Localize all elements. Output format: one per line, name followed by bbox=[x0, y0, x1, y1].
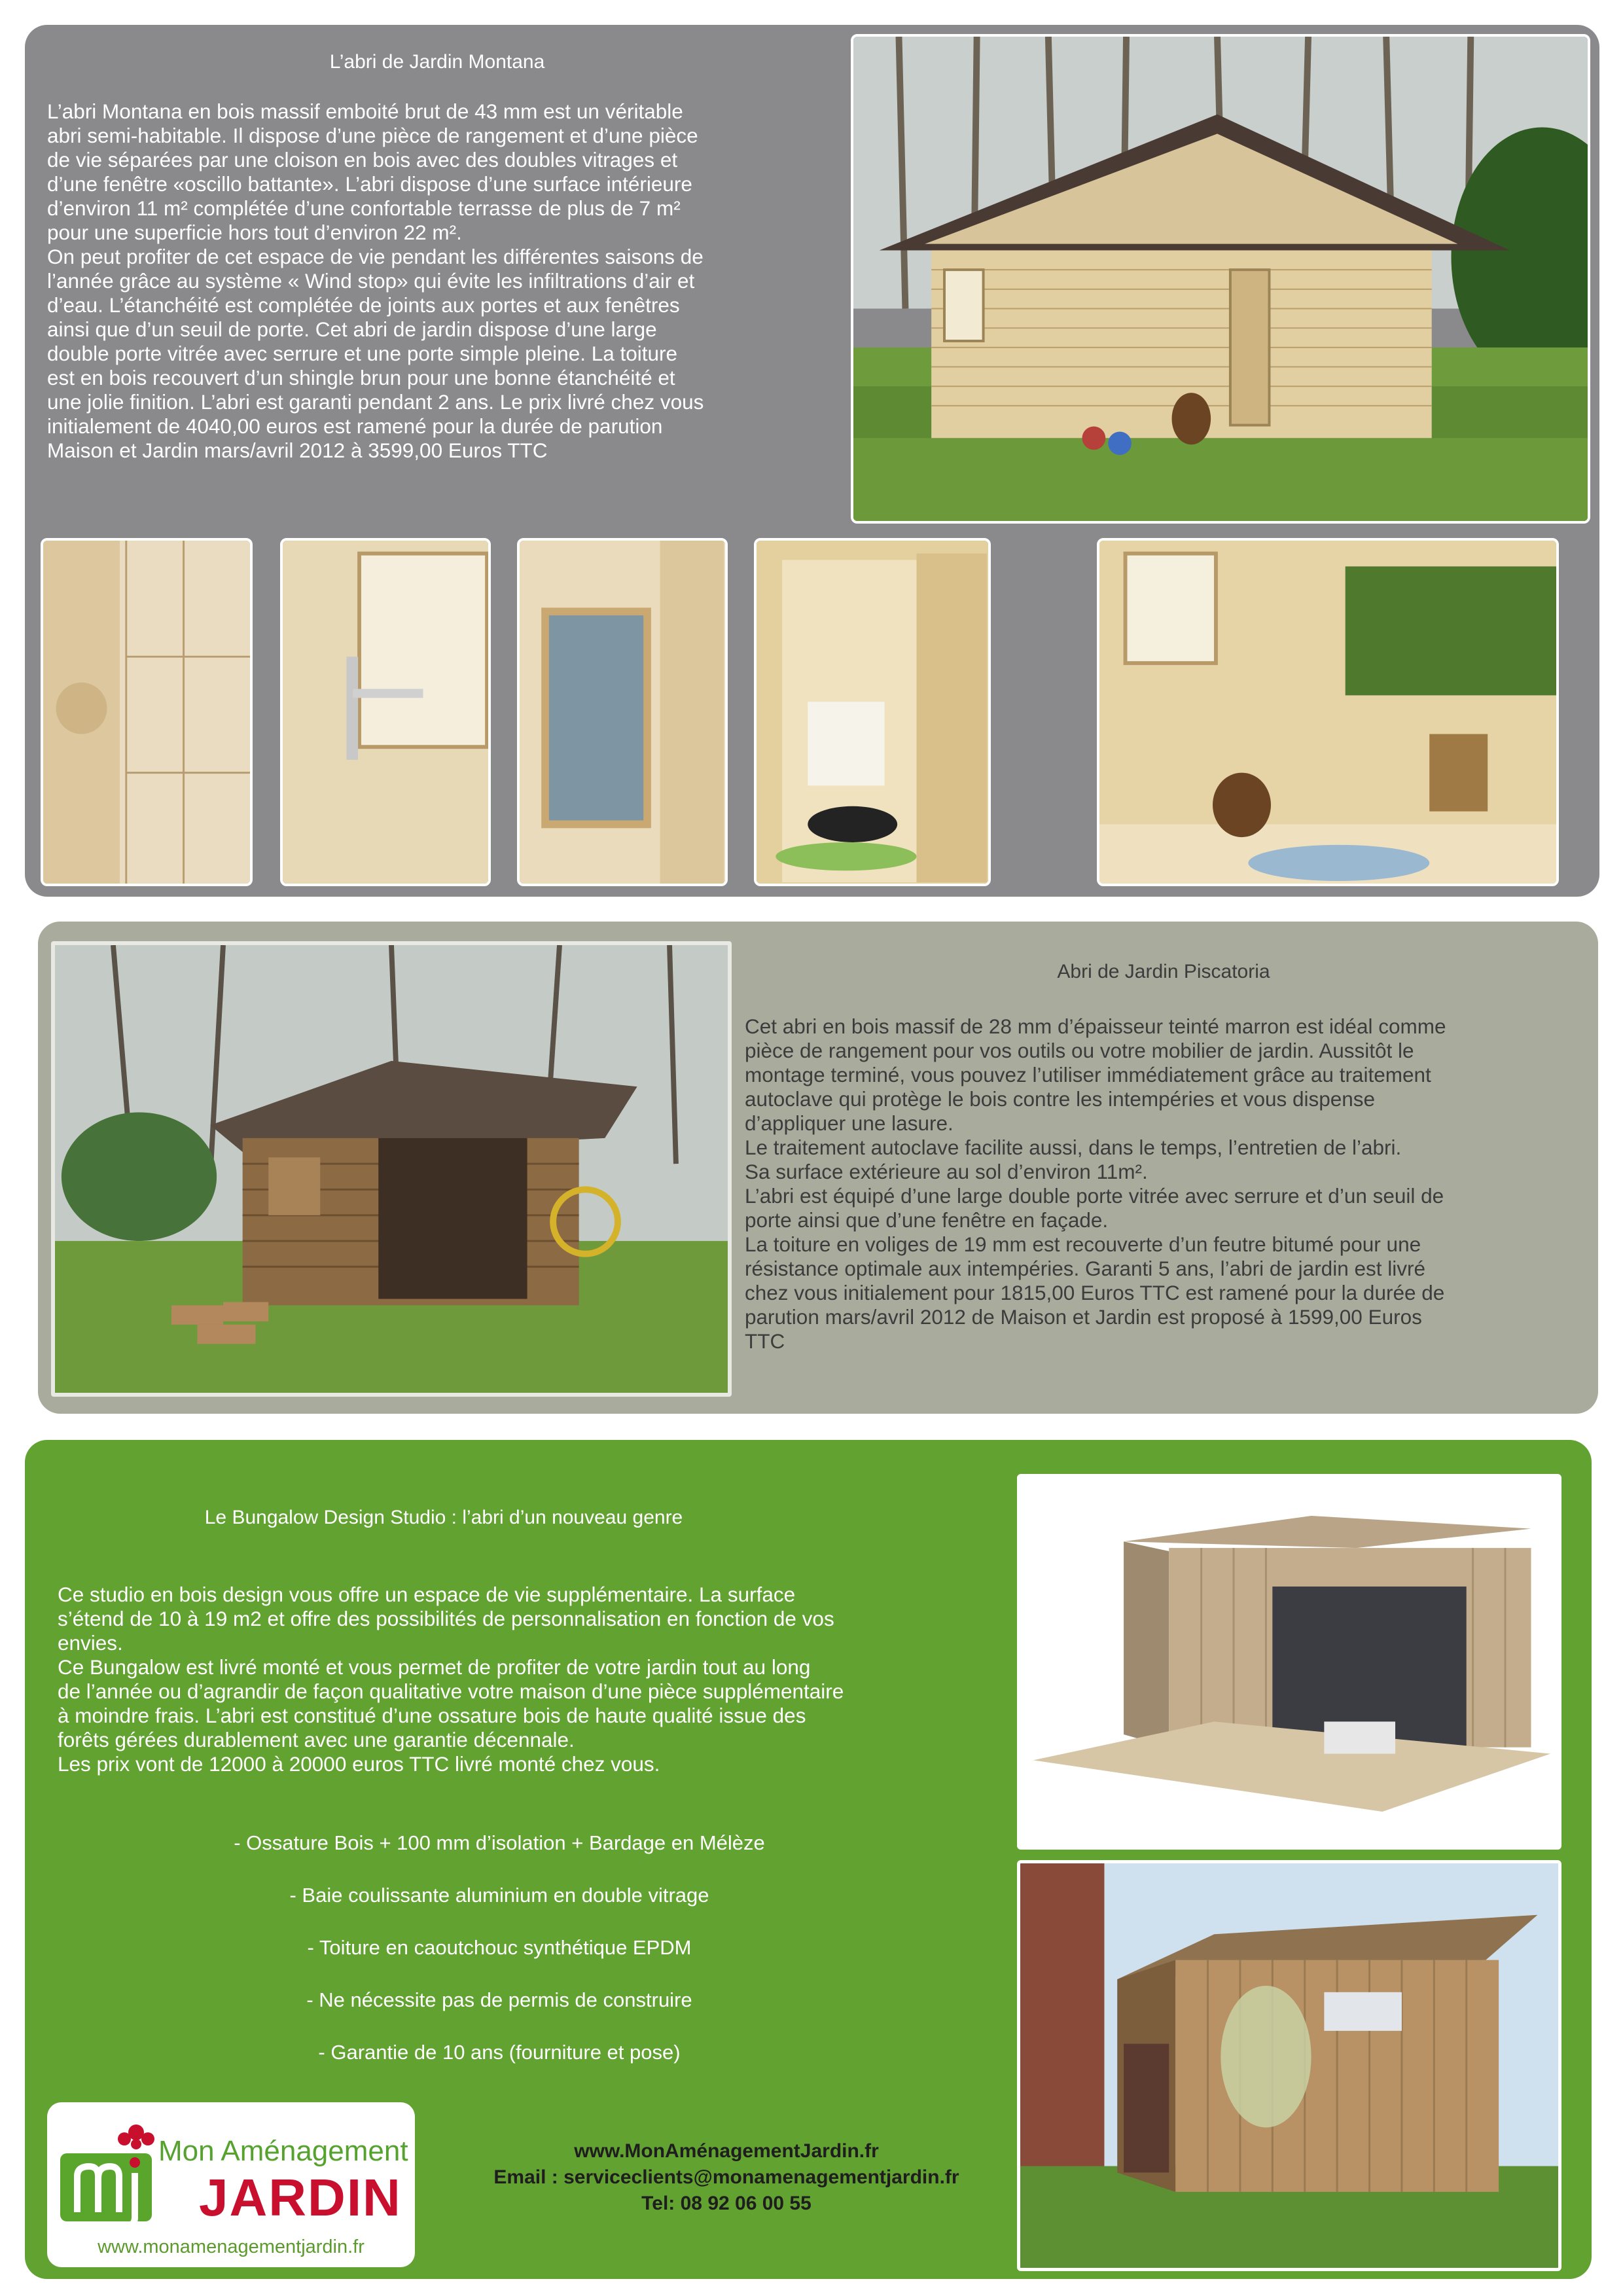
logo-url: www.monamenagementjardin.fr bbox=[98, 2236, 365, 2257]
feature-bullet: - Garantie de 10 ans (fourniture et pose) bbox=[318, 2041, 681, 2064]
maj-monogram bbox=[58, 2114, 169, 2229]
piscatoria-photo bbox=[51, 941, 732, 1397]
contact-website[interactable]: www.MonAménagementJardin.fr bbox=[574, 2140, 879, 2162]
feature-bullet: - Toiture en caoutchouc synthétique EPDM bbox=[307, 1936, 692, 1959]
logo-text-line1: Mon Aménagement bbox=[158, 2135, 408, 2167]
piscatoria-description: Cet abri en bois massif de 28 mm d’épaisseur teinté marron est idéal comme pièce de rangement pour vos outils ou votre mobilier de jardin. Aussitôt le montage terminé, vous pouvez l’utiliser immédiatement grâce au traitement autoclave qui protège le bois contre les intempéries et vous dispense d’appliquer une lasure. Le traitement autoclave facilite aussi, dans le temps, l’entretien de l’abri. Sa surface extérieure au sol d’environ 11m². L’abri est équipé d’une large double porte vitrée avec serrure et d’un seuil de porte ainsi que d’une fenêtre en façade. La toiture en voliges de 19 mm est recouverte d’un feutre bitumé pour une résistance optimale aux intempéries. Garanti 5 ans, l’abri de jardin est livré chez vous initialement pour 1815,00 Euros TTC est ramené pour la durée de parution mars/avril 2012 de Maison et Jardin est proposé à 1599,00 Euros TTC bbox=[745, 1014, 1446, 1353]
terrace-photo bbox=[1097, 538, 1559, 886]
feature-bullet: - Ossature Bois + 100 mm d’isolation + Bardage en Mélèze bbox=[234, 1831, 765, 1854]
piscatoria-panel bbox=[38, 922, 1598, 1414]
bungalow-description: Ce studio en bois design vous offre un espace de vie supplémentaire. La surface s’étend de 10 à 19 m2 et offre des possibilités de personnalisation en fonction de vos envies. Ce Bungalow est livré monté et vous permet de profiter de votre jardin tout au long de l’année ou d’agrandir de façon qualitative votre maison d’une pièce supplémentaire à moindre frais. L’abri est constitué d’une ossature bois de haute qualité issue des forêts gérées durablement avec une garantie décennale. Les prix vont de 12000 à 20000 euros TTC livré monté chez vous. bbox=[58, 1583, 844, 1776]
door-handle-photo bbox=[280, 538, 491, 886]
interior-living-photo bbox=[754, 538, 991, 886]
feature-bullet: - Ne nécessite pas de permis de construire bbox=[306, 1988, 692, 2011]
piscatoria-title: Abri de Jardin Piscatoria bbox=[1057, 961, 1270, 982]
log-joint-photo bbox=[41, 538, 253, 886]
logo-text-line2: JARDIN bbox=[199, 2168, 402, 2227]
montana-description: L’abri Montana en bois massif emboité brut de 43 mm est un véritable abri semi-habitable. Il dispose d’une pièce de rangement et d’une pièce de vie séparées par une cloison en bois avec des doubles vitrages et d’une fenêtre «oscillo battante». L’abri dispose d’une surface intérieure d’environ 11 m² complétée d’une confortable terrasse de plus de 7 m² pour une superficie hors tout d’environ 22 m². On peut profiter de cet espace de vie pendant les différentes saisons de l’année grâce au système « Wind stop» qui évite les infiltrations d’air et d’eau. L’étanchéité est complétée de joints aux portes et aux fenêtres ainsi que d’un seuil de porte. Cet abri de jardin dispose d’une large double porte vitrée avec serrure et une porte simple pleine. La toiture est en bois recouvert d’un shingle brun pour une bonne étanchéité et une jolie finition. L’abri est garanti pendant 2 ans. Le prix livré chez vous initialement de 4040,00 euros est ramené pour la durée de parution Maison et Jardin mars/avril 2012 à 3599,00 Euros TTC bbox=[47, 99, 704, 462]
contact-email[interactable]: Email : serviceclients@monamenagementjardin.fr bbox=[493, 2166, 959, 2188]
bungalow-outdoor-photo bbox=[1017, 1860, 1561, 2271]
montana-main-photo bbox=[851, 34, 1590, 524]
window-detail-photo bbox=[517, 538, 728, 886]
contact-phone: Tel: 08 92 06 00 55 bbox=[641, 2193, 812, 2214]
bungalow-render-photo bbox=[1017, 1474, 1561, 1850]
bungalow-title: Le Bungalow Design Studio : l’abri d’un nouveau genre bbox=[204, 1507, 683, 1528]
montana-title: L’abri de Jardin Montana bbox=[329, 51, 545, 73]
feature-bullet: - Baie coulissante aluminium en double vitrage bbox=[289, 1884, 709, 1907]
brand-logo bbox=[47, 2102, 415, 2267]
montana-panel bbox=[25, 25, 1599, 897]
